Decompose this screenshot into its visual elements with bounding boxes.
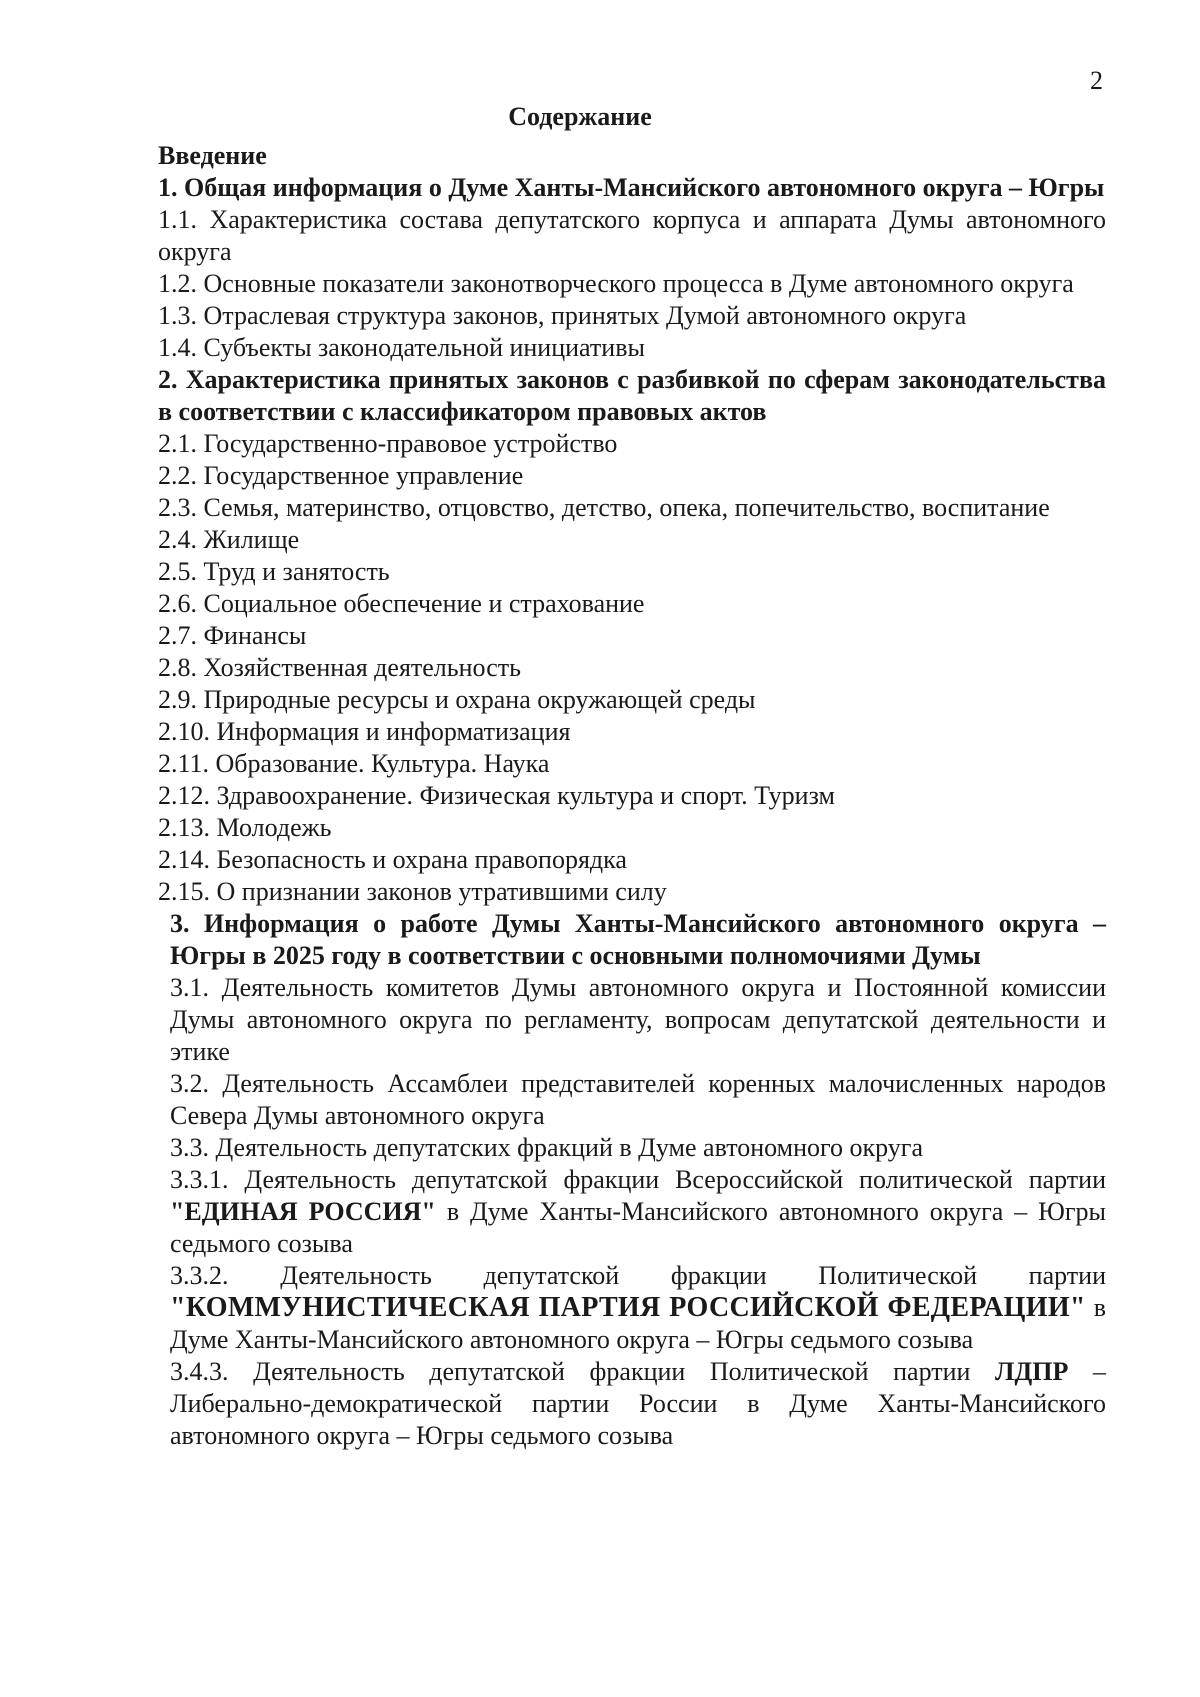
toc-entry-1-2: 1.2. Основные показатели законотворческого процесса в Думе автономного округа xyxy=(158,269,1074,298)
party-name-kprf: "КОММУНИСТИЧЕСКАЯ ПАРТИЯ РОССИЙСКОЙ ФЕДЕРАЦИИ" xyxy=(170,1292,1086,1323)
toc-entry-3-4-3-tail: – Либерально-демократической партии России в Думе Ханты-Мансийского автономного округа – Югры седьмого созыва xyxy=(170,1357,1106,1450)
table-of-contents xyxy=(158,140,1106,1452)
toc-entry-2-13: 2.13. Молодежь xyxy=(158,813,332,842)
toc-entry-3-3-2-tail: в Думе Ханты-Мансийского автономного округа – Югры седьмого созыва xyxy=(170,1293,1106,1354)
toc-entry-1-4: 1.4. Субъекты законодательной инициативы xyxy=(158,333,645,362)
toc-entry-2-7: 2.7. Финансы xyxy=(158,621,307,650)
toc-entry-3-4-3 xyxy=(158,1356,1106,1452)
toc-entry-2-4: 2.4. Жилище xyxy=(158,525,300,554)
toc-entry-3-4-3-text: 3.4.3. Деятельность депутатской фракции Политической партии xyxy=(170,1357,996,1386)
toc-entry-2-11: 2.11. Образование. Культура. Наука xyxy=(158,749,550,778)
toc-entry-2-14: 2.14. Безопасность и охрана правопорядка xyxy=(158,845,627,874)
toc-entry-3-3-2 xyxy=(158,1260,1106,1356)
toc-entry-1-3: 1.3. Отраслевая структура законов, принятых Думой автономного округа xyxy=(158,301,967,330)
party-name-united-russia: "ЕДИНАЯ РОССИЯ" xyxy=(170,1197,436,1226)
toc-entry-introduction: Введение xyxy=(158,141,267,170)
toc-entry-section-3: 3. Информация о работе Думы Ханты-Мансийского автономного округа – Югры в 2025 году в соответствии с основными полномочиями Думы xyxy=(170,909,1106,970)
toc-entry-2-2: 2.2. Государственное управление xyxy=(158,461,524,490)
toc-entry-2-5: 2.5. Труд и занятость xyxy=(158,557,390,586)
page-number: 2 xyxy=(1090,66,1103,95)
toc-entry-3-2: 3.2. Деятельность Ассамблеи представителей коренных малочисленных народов Севера Думы автономного округа xyxy=(170,1069,1106,1130)
page-title: Содержание xyxy=(508,102,652,131)
toc-entry-3-3-2-text: 3.3.2. Деятельность депутатской фракции Политической партии xyxy=(170,1261,1106,1290)
toc-entry-section-1: 1. Общая информация о Думе Ханты-Мансийского автономного округа – Югры xyxy=(158,173,1105,202)
toc-entry-2-3: 2.3. Семья, материнство, отцовство, детство, опека, попечительство, воспитание xyxy=(158,493,1050,522)
toc-entry-2-6: 2.6. Социальное обеспечение и страхование xyxy=(158,589,645,618)
toc-entry-3-3-1 xyxy=(158,1164,1106,1260)
toc-entry-1-1: 1.1. Характеристика состава депутатского корпуса и аппарата Думы автономного округа xyxy=(158,205,1106,266)
toc-entry-2-10: 2.10. Информация и информатизация xyxy=(158,717,571,746)
toc-entry-3-3-1-tail: в Думе Ханты-Мансийского автономного округа – Югры седьмого созыва xyxy=(170,1197,1107,1258)
toc-entry-2-8: 2.8. Хозяйственная деятельность xyxy=(158,653,521,682)
party-name-ldpr: ЛДПР xyxy=(995,1357,1069,1386)
toc-entry-2-15: 2.15. О признании законов утратившими силу xyxy=(158,877,667,906)
toc-entry-3-3-1-text: 3.3.1. Деятельность депутатской фракции Всероссийской политической партии xyxy=(170,1165,1106,1194)
toc-entry-3-1: 3.1. Деятельность комитетов Думы автономного округа и Постоянной комиссии Думы автономного округа по регламенту, вопросам депутатской деятельности и этике xyxy=(170,973,1106,1066)
toc-entry-2-12: 2.12. Здравоохранение. Физическая культура и спорт. Туризм xyxy=(158,781,835,810)
toc-entry-2-9: 2.9. Природные ресурсы и охрана окружающей среды xyxy=(158,685,756,714)
toc-entry-section-2: 2. Характеристика принятых законов с разбивкой по сферам законодательства в соответствии с классификатором правовых актов xyxy=(158,365,1106,426)
toc-entry-3-3: 3.3. Деятельность депутатских фракций в Думе автономного округа xyxy=(170,1133,924,1162)
toc-entry-2-1: 2.1. Государственно-правовое устройство xyxy=(158,429,618,458)
